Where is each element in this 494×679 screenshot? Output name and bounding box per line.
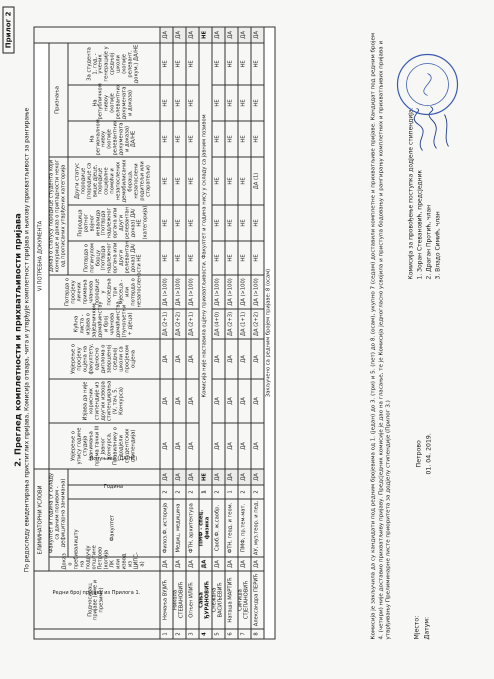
cell-residence: ДА (211, 557, 224, 571)
cell-other-status: НЕ (237, 156, 250, 204)
cell-complete: ДА (185, 26, 198, 42)
cell-first-year: НЕ (172, 42, 185, 84)
cell-killed: НЕ (211, 240, 224, 274)
annex-label: Прилог 2 (2, 6, 14, 53)
cell-row-no: 8 (250, 629, 263, 639)
cell-first-year: НЕ (250, 42, 263, 84)
cell-row-no: 2 (172, 629, 185, 639)
table-row-eliminated (198, 26, 211, 638)
cell-disabled: НЕ (237, 204, 250, 240)
cell-household: ДА (2+1) (159, 308, 172, 338)
cell-other-status: ДА (1) (250, 156, 263, 204)
cell-residence: ДА (172, 557, 185, 571)
cell-no-other: ДА (211, 378, 224, 422)
cell-average: ДА (185, 338, 198, 378)
date-label: Датум: (422, 616, 430, 639)
cell-no-other: ДА (172, 378, 185, 422)
header-elim-section: ЕЛИМИНАТОРНИ УСЛОВИ (34, 468, 49, 570)
cell-eligible: ДА (250, 468, 263, 484)
header-enrolled: Увјерење о упису године студија (занимања према тачки III Јавног конкурса, Правилнику о додјели студентских стипендија) (49, 422, 160, 468)
cell-year: 1 (198, 485, 211, 499)
cell-name: Наташа МАРТИЋ (224, 571, 237, 629)
cell-no-other: ДА (237, 378, 250, 422)
cell-other-status: НЕ (159, 156, 172, 204)
page-subtitle: По редоследу евидентирања пристиглих пријава, Комисија отвара, чита и утврђује комплетност пријава и њихову прихватљивост за рангирање (23, 107, 30, 572)
cell-regional: НЕ (250, 120, 263, 156)
cell-faculty: АУ, муз.теор. и пед. (250, 499, 263, 557)
place-city: Петрово (415, 439, 422, 467)
cell-name: Александра ПЕРИЋ (250, 571, 263, 629)
cell-republic: НЕ (172, 84, 185, 120)
cell-first-year: НЕ (159, 42, 172, 84)
cell-eligible: ДА (211, 468, 224, 484)
cell-enrolled: ДА (250, 422, 263, 468)
table-row (159, 26, 172, 638)
cell-faculty: ПМФ, пр.тем-мат. (237, 499, 250, 557)
cell-residence: ДА (159, 557, 172, 571)
cell-first-year: НЕ (224, 42, 237, 84)
cell-enrolled: ДА (224, 422, 237, 468)
cell-other-status: НЕ (224, 156, 237, 204)
cell-complete: ДА (211, 26, 224, 42)
cell-row-no: 6 (224, 629, 237, 639)
cell-income: ДА (>100) (159, 274, 172, 308)
cell-disabled: НЕ (211, 204, 224, 240)
cell-killed: НЕ (224, 240, 237, 274)
cell-household: ДА (1+1) (237, 308, 250, 338)
header-eligible: Испуњава (ДА/НЕ) (67, 468, 159, 484)
header-other-status: Други статус породице (породице са више дјеце, породице социјалне помоћи и незапослених демобилисаних бораца, незапослени родитељи или старатељи) (67, 156, 159, 204)
cell-regional: НЕ (237, 120, 250, 156)
table-row (224, 26, 237, 638)
cell-eligible: ДА (159, 468, 172, 484)
cell-name: Немања ВУЈИЋ (159, 571, 172, 629)
cell-household: ДА (4+0) (211, 308, 224, 338)
cell-residence: ДА (250, 557, 263, 571)
cell-regional: НЕ (185, 120, 198, 156)
cell-eligible: ДА (172, 468, 185, 484)
cell-enrolled: ДА (172, 422, 185, 468)
place-date-block (412, 605, 432, 639)
header-republic: На републичком нивоу (копије релевантних докумената и доказа) (67, 84, 159, 120)
cell-residence: ДА (198, 557, 211, 571)
cell-republic: НЕ (250, 84, 263, 120)
header-year: Година (67, 485, 159, 499)
cell-row-no: 1 (159, 629, 172, 639)
cell-enrolled: ДА (185, 422, 198, 468)
cell-household: ДА (2+3) (224, 308, 237, 338)
cell-residence: ДА (185, 557, 198, 571)
cell-other-status: НЕ (172, 156, 185, 204)
place-date: 01. 04. 2019. (424, 432, 432, 474)
cell-republic: НЕ (237, 84, 250, 120)
cell-killed: НЕ (185, 240, 198, 274)
header-first-year: За студента 1. год. - ученик генерације у средњој школи (копије релевант. докум.) ДА/НЕ (67, 42, 159, 84)
conclusion-heading: Закључено са редним бројем пријаве: 8 (осам) (263, 26, 274, 638)
header-residence: Доказ о пребивалишту на подручју општине Петрово (копија ЛК или извод из ЦИПС-а) (49, 557, 160, 571)
cell-republic: НЕ (185, 84, 198, 120)
table-row (172, 26, 185, 638)
header-faculty-prefix: Факултет и година (У складу са даним позивом - дефицитарна занимања) (49, 468, 68, 556)
cell-eligible: ДА (237, 468, 250, 484)
cell-faculty: ПМФ - спец. физика (198, 499, 211, 557)
cell-first-year: НЕ (237, 42, 250, 84)
cell-no-other: ДА (250, 378, 263, 422)
cell-disabled: НЕ (185, 204, 198, 240)
header-row-no: Редни број пријаве из Прилога 1. (34, 629, 160, 639)
header-killed: Потврда о погинулом борцу (потврда надлежног органа или други релевантан доказ) ДА/НЕ (67, 240, 159, 274)
cell-eligible: НЕ (198, 468, 211, 484)
cell-faculty: ФТН, геод. и геом. (224, 499, 237, 557)
header-row-groups (49, 26, 68, 638)
header-faculty: Факултет (67, 499, 159, 557)
cell-income: ДА (>100) (185, 274, 198, 308)
cell-other-status: НЕ (211, 156, 224, 204)
cell-residence: ДА (224, 557, 237, 571)
table-row (211, 26, 224, 638)
cell-regional: НЕ (159, 120, 172, 156)
cell-eligible: ДА (224, 468, 237, 484)
cell-republic: НЕ (159, 84, 172, 120)
conclusion-text: Комисија је закључила да су кандидати под редним бројевима од 1. (један) до 3. (три) и 5. (пет) до 8. (осам), укупно 7 (седам) доставили комплетне и прихватљиве пријаве. Кандидат под редним бројем 4. (четири) није доставио прихватљиву пријаву. Предсједник комисије је дао на гласање, те је Комисија једногласно усвојила и приступа бодовању и рангирању комплетних и прихватљивих пријава и утврђивању Прелиминарне листе приоритета за додјелу стипендије (Прилог 3.) (370, 32, 392, 639)
cell-name: Огњен ИЛИЋ (185, 571, 198, 629)
cell-income: ДА (>100) (250, 274, 263, 308)
header-income: Потврда о просјеку личних примања чланова породице у последња три мјесеца - или потврда о незапослености (49, 274, 160, 308)
cell-row-no: 7 (237, 629, 250, 639)
cell-income: ДА (>100) (211, 274, 224, 308)
header-no-other: Изјава да није корисник стипендије из других извора стипендирања (V, тач. 5. Конкурса) (49, 378, 160, 422)
header-awards: Признања (49, 42, 68, 156)
cell-average: ДА (237, 338, 250, 378)
cell-name: Сања ЂУРАНОВИЋ (198, 571, 211, 629)
cell-complete: НЕ (198, 26, 211, 42)
applications-table (33, 26, 275, 639)
cell-elimination-note: Комисија није наставила оцјену прихватљивости. Факултет и година нису у складу са јавним позивом (198, 42, 211, 468)
page-title: 2. Преглед комплетности и прихватљивости пријава (12, 212, 22, 467)
cell-faculty: ФТН, архитектура (185, 499, 198, 557)
cell-faculty: Филоз.Ф. историја (159, 499, 172, 557)
cell-name: Никола СТЕВАНОВИЋ (172, 571, 185, 629)
table-row (185, 26, 198, 638)
cell-no-other: ДА (224, 378, 237, 422)
cell-enrolled: ДА (159, 422, 172, 468)
cell-name: Снежана ВАСИЉЕВИЋ (211, 571, 224, 629)
cell-average: ДА (172, 338, 185, 378)
cell-eligible: ДА (185, 468, 198, 484)
cell-household: ДА (2+1) (185, 308, 198, 338)
cell-killed: НЕ (250, 240, 263, 274)
header-average: Увјерење о просјеку оцјена на факултету, односно диплома о завршеној средњој школи са просјеком оцјена (49, 338, 160, 378)
place-label: Мјесто: (413, 615, 420, 639)
cell-year: 2 (250, 485, 263, 499)
cell-regional: НЕ (224, 120, 237, 156)
cell-first-year: НЕ (211, 42, 224, 84)
cell-household: ДА (2+2) (172, 308, 185, 338)
header-row-sections (34, 26, 49, 638)
cell-complete: ДА (237, 26, 250, 42)
cell-no-other: ДА (159, 378, 172, 422)
cell-republic: НЕ (211, 84, 224, 120)
place-values (414, 433, 434, 474)
cell-average: ДА (224, 338, 237, 378)
header-household: Кућна листа - изјава о заједничком домаћинству и број чланова домаћинства (пунољетни + дјеца) (49, 308, 160, 338)
commission-member-1: 1. Зоран Стевановић, предсједник (416, 169, 423, 279)
cell-average: ДА (159, 338, 172, 378)
table-row (237, 26, 250, 638)
cell-disabled: НЕ (250, 204, 263, 240)
cell-first-year: НЕ (185, 42, 198, 84)
cell-enrolled: ДА (211, 422, 224, 468)
cell-disabled: НЕ (159, 204, 172, 240)
commission-member-3: 3. Владо Симић, члан (434, 210, 441, 279)
table-row (250, 26, 263, 638)
cell-complete: ДА (224, 26, 237, 42)
header-proof-note: Доказ о статусу породице студента који конкурише и доказ о припадности неког од прописаних утврђених категорија (49, 156, 68, 274)
cell-income: ДА (>100) (172, 274, 185, 308)
conclusion-row (263, 26, 274, 638)
header-docs-section: VI ПОТРЕБНА ДОКУМЕНТА (34, 42, 49, 468)
cell-regional: НЕ (211, 120, 224, 156)
cell-year: 1 (224, 485, 237, 499)
cell-regional: НЕ (172, 120, 185, 156)
cell-republic: НЕ (224, 84, 237, 120)
cell-killed: НЕ (159, 240, 172, 274)
cell-disabled: НЕ (172, 204, 185, 240)
header-complete (34, 26, 160, 42)
cell-income: ДА (>100) (224, 274, 237, 308)
cell-average: ДА (250, 338, 263, 378)
cell-year: 2 (211, 485, 224, 499)
header-disabled: Породица ратног војног инвалида (потврда надлежног органа или други релевантан доказ) ДА/НЕ (категорија) (67, 204, 159, 240)
cell-year: 2 (159, 485, 172, 499)
cell-row-no: 5 (211, 629, 224, 639)
cell-faculty: Саоб.Ф. ж.саобр. (211, 499, 224, 557)
cell-household: ДА (2+2) (250, 308, 263, 338)
cell-disabled: НЕ (224, 204, 237, 240)
cell-residence: ДА (237, 557, 250, 571)
commission-member-2: 2. Драган Протић, члан (425, 204, 432, 279)
cell-no-other: ДА (185, 378, 198, 422)
cell-year: 2 (172, 485, 185, 499)
cell-enrolled: ДА (237, 422, 250, 468)
header-name: Подносилац пријаве (име и презиме) (34, 571, 160, 629)
cell-row-no: 3 (185, 629, 198, 639)
official-stamp-icon (392, 49, 462, 119)
cell-complete: ДА (250, 26, 263, 42)
cell-other-status: НЕ (185, 156, 198, 204)
cell-income: ДА (>100) (237, 274, 250, 308)
cell-name: Синиша СТЈЕПАНОВИЋ (237, 571, 250, 629)
cell-faculty: Медиц. медицина (172, 499, 185, 557)
commission-intro: Комисија за провођење поступка додјеле стипендија: (407, 106, 414, 279)
cell-year: 2 (185, 485, 198, 499)
header-regional: На регионалном нивоу (копије релевантних докумената и доказа) ДА/НЕ (67, 120, 159, 156)
cell-killed: НЕ (172, 240, 185, 274)
cell-year: 2 (237, 485, 250, 499)
cell-killed: НЕ (237, 240, 250, 274)
cell-row-no: 4 (198, 629, 211, 639)
cell-average: ДА (211, 338, 224, 378)
cell-complete: ДА (159, 26, 172, 42)
cell-complete: ДА (172, 26, 185, 42)
